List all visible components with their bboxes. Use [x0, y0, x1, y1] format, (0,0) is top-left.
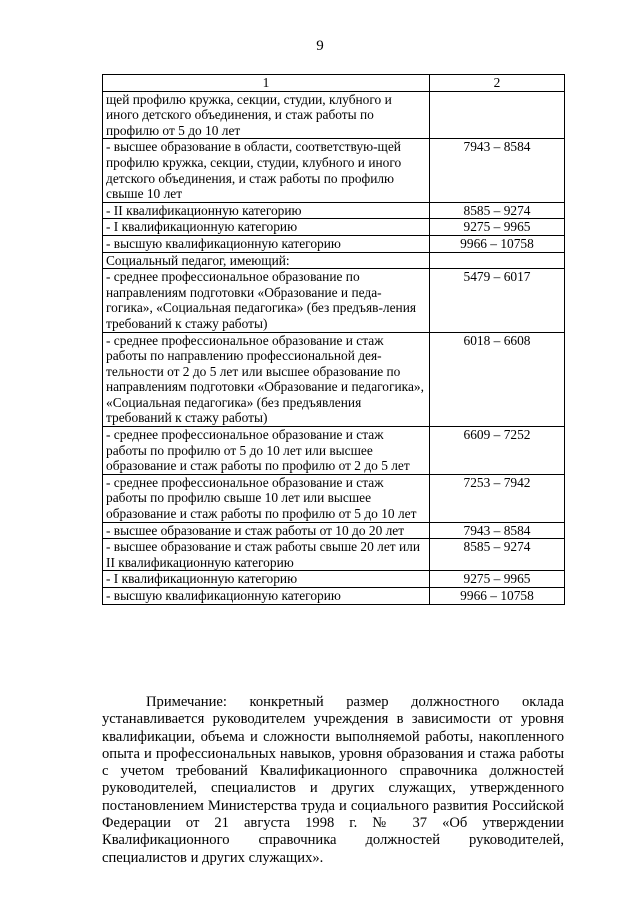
- table-row: [103, 235, 565, 252]
- table-row: [103, 474, 565, 522]
- table-row: [103, 427, 565, 475]
- row-salary-range: 6018 – 6608: [430, 332, 565, 427]
- row-salary-range: 9966 – 10758: [430, 588, 565, 605]
- table-header-row: [103, 75, 565, 92]
- column-header-2: 2: [430, 75, 565, 92]
- table-row: [103, 269, 565, 332]
- row-salary-range: 6609 – 7252: [430, 427, 565, 475]
- table-row: [103, 571, 565, 588]
- row-description: - I квалификационную категорию: [103, 219, 430, 236]
- row-description: - I квалификационную категорию: [103, 571, 430, 588]
- row-description: - среднее профессиональное образование по направлениям подготовки «Образование и педа-гогика», «Социальная педагогика» (без предъяв-ления требований к стажу работы): [103, 269, 430, 332]
- table-row: [103, 139, 565, 202]
- row-description: - II квалификационную категорию: [103, 202, 430, 219]
- page-number: 9: [316, 38, 324, 54]
- row-description: - высшую квалификационную категорию: [103, 588, 430, 605]
- row-salary-range: [430, 252, 565, 269]
- table-row: [103, 219, 565, 236]
- row-salary-range: 9275 – 9965: [430, 571, 565, 588]
- column-header-1: 1: [103, 75, 430, 92]
- note-paragraph: Примечание: конкретный размер должностного оклада устанавливается руководителем учреждения в зависимости от уровня квалификации, объема и сложности выполняемой работы, накопленного опыта и профессиональных навыков, уровня образования и стажа работы с учетом требований Квалификационного справочника должностей руководителей, специалистов и других служащих, утвержденного постановлением Министерства труда и социального развития Российской Федерации от 21 августа 1998 г. № 37 «Об утверждении Квалификационного справочника должностей руководителей, специалистов и других служащих».: [102, 694, 564, 866]
- row-description: - высшее образование и стаж работы свыше 20 лет или II квалификационную категорию: [103, 539, 430, 571]
- row-description: - высшую квалификационную категорию: [103, 235, 430, 252]
- row-description: щей профилю кружка, секции, студии, клубного и иного детского объединения, и стаж работы по профилю от 5 до 10 лет: [103, 91, 430, 139]
- row-description: - высшее образование в области, соответствую-щей профилю кружка, секции, студии, клубного и иного детского объединения, и стаж работы по профилю свыше 10 лет: [103, 139, 430, 202]
- row-salary-range: 9966 – 10758: [430, 235, 565, 252]
- row-salary-range: [430, 91, 565, 139]
- row-description: - среднее профессиональное образование и стаж работы по профилю свыше 10 лет или высшее образование и стаж работы по профилю от 5 до 10 лет: [103, 474, 430, 522]
- table-row: [103, 252, 565, 269]
- table-row: [103, 202, 565, 219]
- row-description: - высшее образование и стаж работы от 10 до 20 лет: [103, 522, 430, 539]
- salary-table: [102, 74, 565, 605]
- table-row: [103, 539, 565, 571]
- row-salary-range: 8585 – 9274: [430, 202, 565, 219]
- row-salary-range: 7943 – 8584: [430, 522, 565, 539]
- row-salary-range: 7943 – 8584: [430, 139, 565, 202]
- row-salary-range: 9275 – 9965: [430, 219, 565, 236]
- table-row: [103, 588, 565, 605]
- row-salary-range: 8585 – 9274: [430, 539, 565, 571]
- table-row: [103, 91, 565, 139]
- row-description: Социальный педагог, имеющий:: [103, 252, 430, 269]
- row-salary-range: 5479 – 6017: [430, 269, 565, 332]
- row-salary-range: 7253 – 7942: [430, 474, 565, 522]
- table-row: [103, 522, 565, 539]
- table-row: [103, 332, 565, 427]
- row-description: - среднее профессиональное образование и стаж работы по направлению профессиональной дея-тельности от 2 до 5 лет или высшее образование по направлениям подготовки «Образование и педагогика», «Социальная педагогика» (без предъявления требований к стажу работы): [103, 332, 430, 427]
- row-description: - среднее профессиональное образование и стаж работы по профилю от 5 до 10 лет или высшее образование и стаж работы по профилю от 2 до 5 лет: [103, 427, 430, 475]
